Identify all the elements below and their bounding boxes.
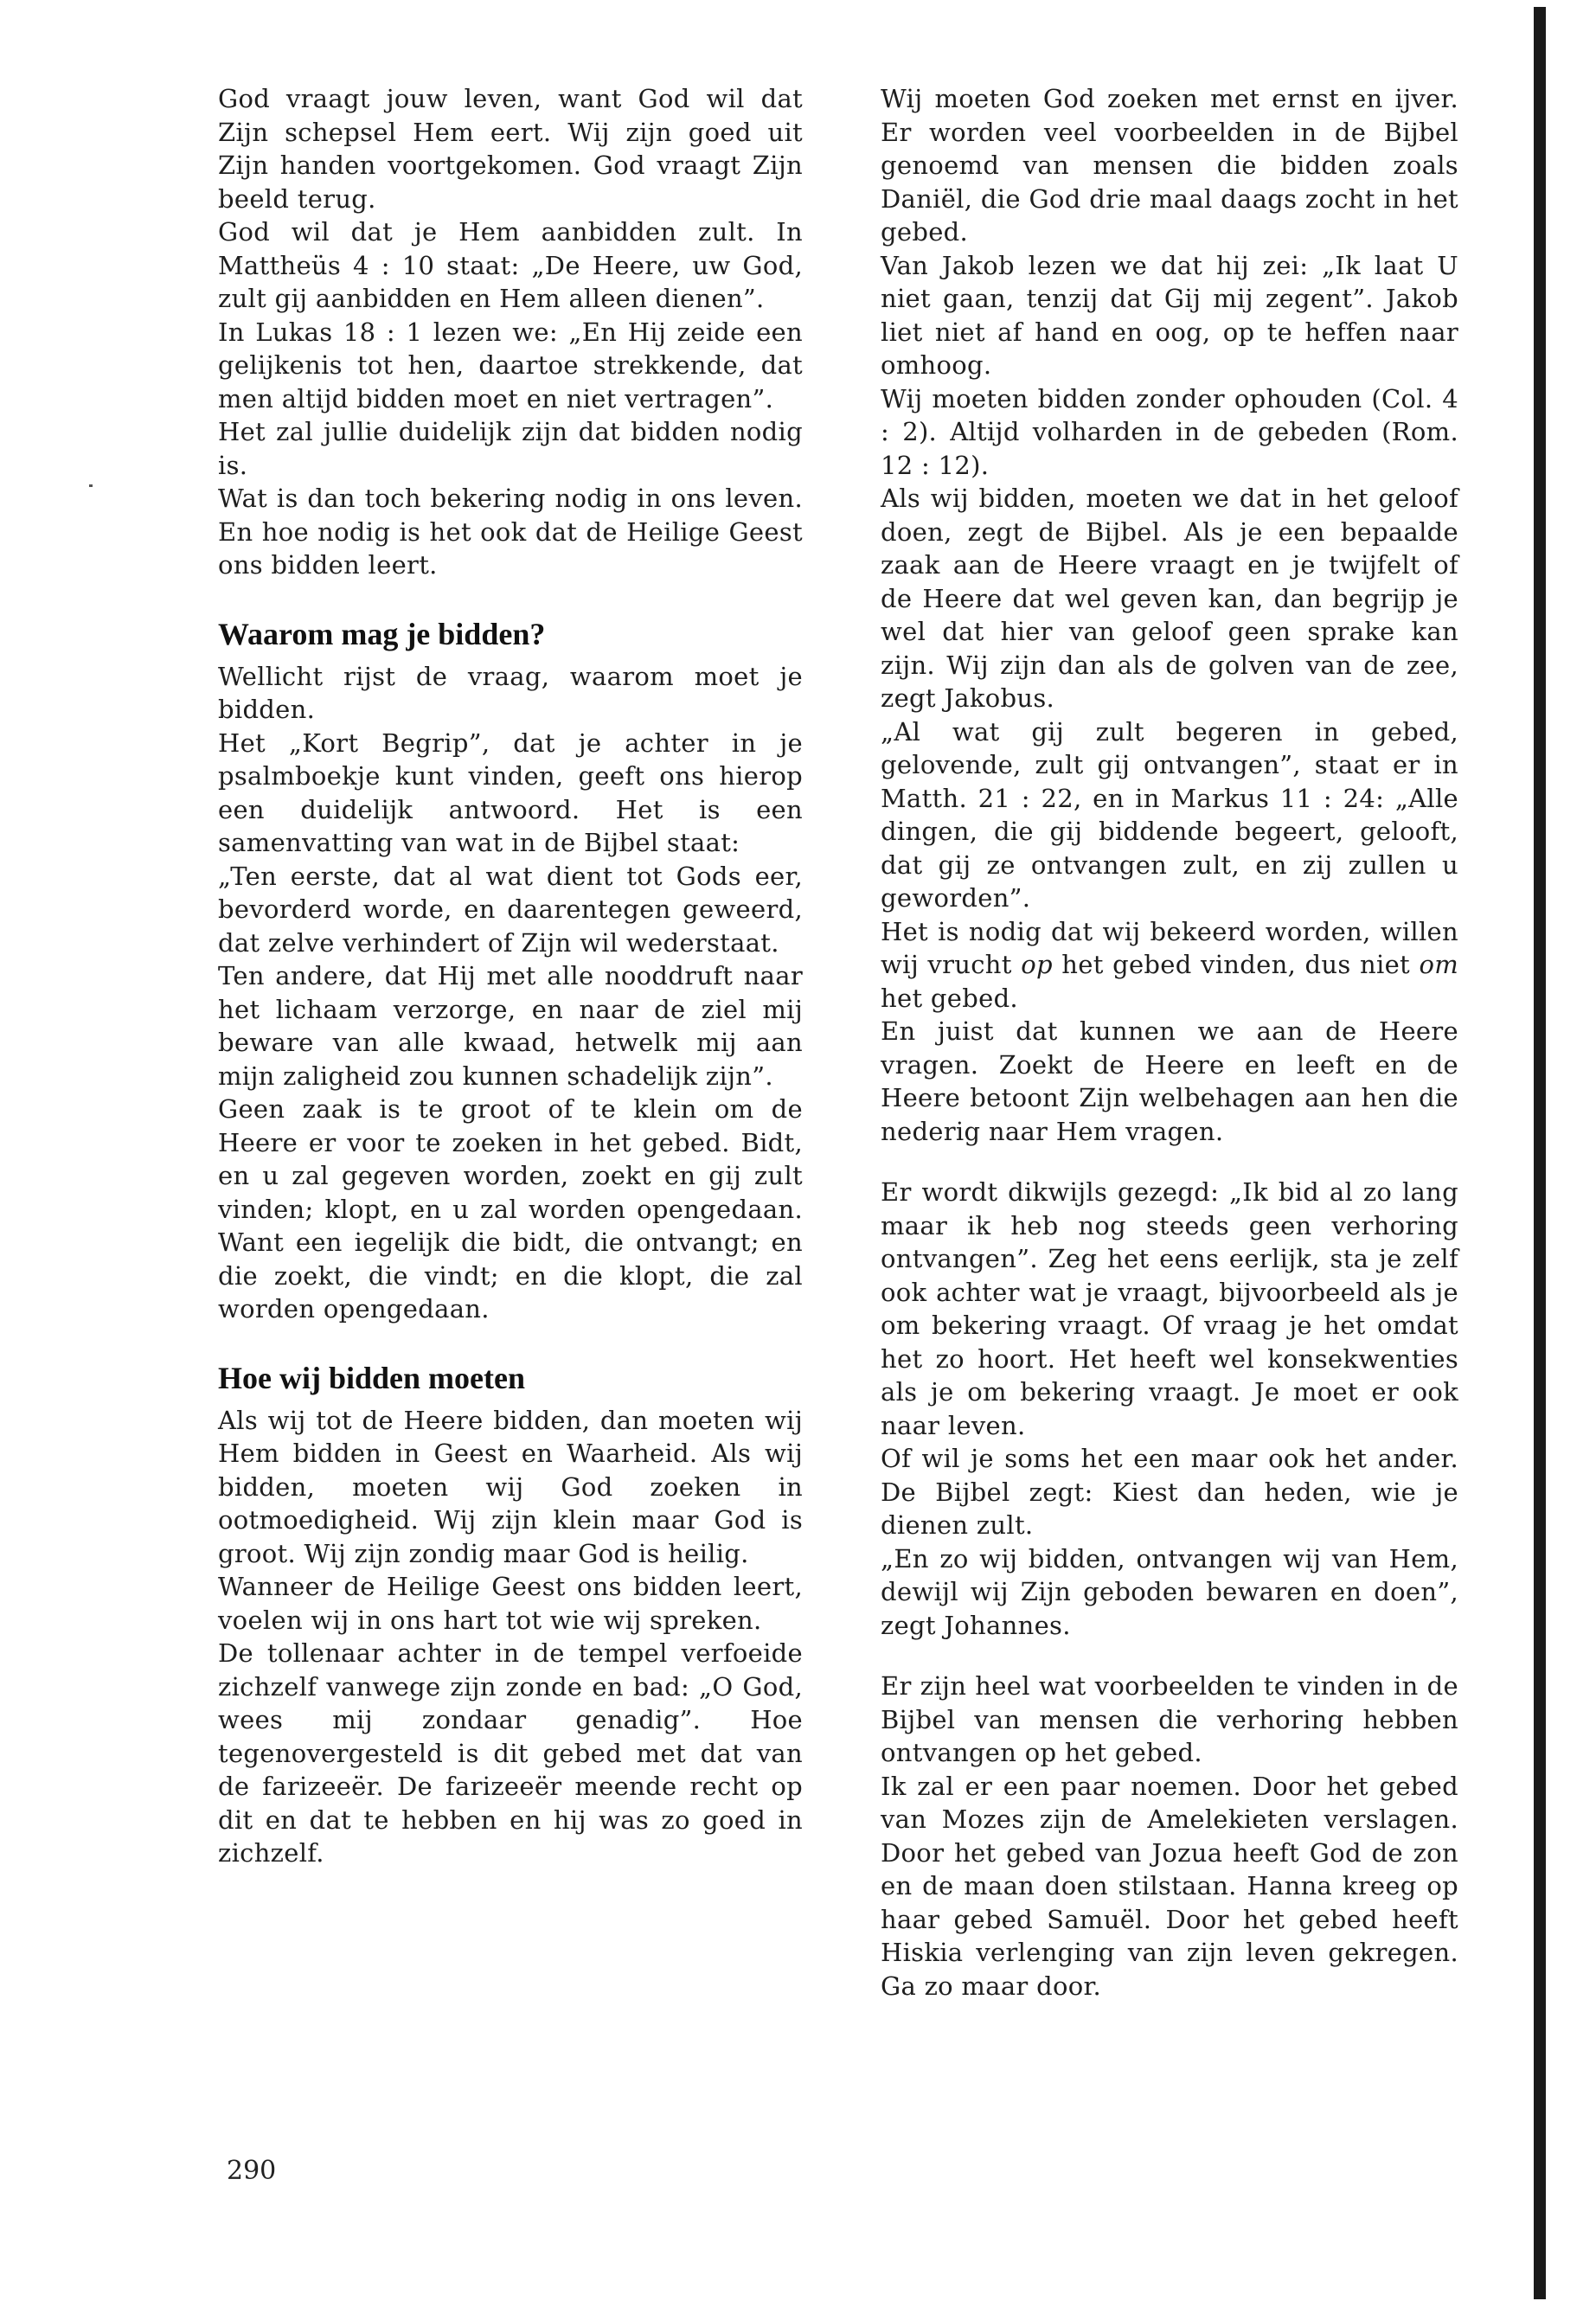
text-run: Het is nodig dat wij bekeerd worden, willen wij vrucht [881, 916, 1458, 979]
paragraph: God wil dat je Hem aanbidden zult. In Mattheüs 4 : 10 staat: „De Heere, uw God, zult gij aanbidden en Hem alleen dienen”. [218, 217, 803, 313]
paragraph: God vraagt jouw leven, want God wil dat Zijn schepsel Hem eert. Wij zijn goed uit Zijn handen voortgekomen. God vraagt Zijn beeld terug. [218, 84, 803, 214]
paragraph: De tollenaar achter in de tempel verfoeide zichzelf vanwege zijn zonde en bad: „O God, wees mij zondaar genadig”. Hoe tegenovergesteld is dit gebed met dat van de farizeeër. De farizeeër meende recht op dit en dat te hebben en hij was zo goed in zichzelf. [218, 1638, 803, 1868]
paragraph: Wanneer de Heilige Geest ons bidden leert, voelen wij in ons hart tot wie wij spreken. [218, 1572, 803, 1635]
paragraph: Wat is dan toch bekering nodig in ons leven. En hoe nodig is het ook dat de Heilige Geest ons bidden leert. [218, 484, 803, 580]
paragraph: Als wij bidden, moeten we dat in het geloof doen, zegt de Bijbel. Als je een bepaalde zaak aan de Heere vraagt en je twijfelt of de Heere dat wel geven kan, dan begrijp je wel dat hier van geloof geen sprake kan zijn. Wij zijn dan als de golven van de zee, zegt Jakobus. [881, 484, 1458, 713]
paragraph: „Al wat gij zult begeren in gebed, gelovende, zult gij ontvangen”, staat er in Matth. 21 : 22, en in Markus 11 : 24: „Alle dingen, die gij biddende begeert, gelooft, dat gij ze ontvangen zult, en zij zullen u geworden”. [881, 716, 1458, 913]
paragraph [881, 915, 1458, 1016]
paragraph: „Ten eerste, dat al wat dient tot Gods eer, bevorderd worde, en daarentegen geweerd, dat zelve verhindert of Zijn wil wederstaat. [218, 861, 803, 958]
paragraph: Wellicht rijst de vraag, waarom moet je bidden. [218, 661, 803, 724]
paragraph: „En zo wij bidden, ontvangen wij van Hem, dewijl wij Zijn geboden bewaren en doen”, zegt Johannes. [881, 1543, 1458, 1640]
right-column [881, 82, 1458, 2003]
section-heading-waarom: Waarom mag je bidden? [218, 616, 546, 651]
paragraph: Wij moeten God zoeken met ernst en ijver. Er worden veel voorbeelden in de Bijbel genoemd van mensen die bidden zoals Daniël, die God drie maal daags zocht in het gebed. [881, 84, 1458, 247]
paragraph: Ik zal er een paar noemen. Door het gebed van Mozes zijn de Amelekieten verslagen. Door het gebed van Jozua heeft God de zon en de maan doen stilstaan. Hanna kreeg op haar gebed Samuël. Door het gebed heeft Hiskia verlenging van zijn leven gekregen. Ga zo maar door. [881, 1771, 1458, 2001]
emphasis-op: op [1021, 950, 1053, 979]
paragraph: Wij moeten bidden zonder ophouden (Col. 4 : 2). Altijd volharden in de gebeden (Rom. 12 : 12). [881, 383, 1458, 480]
text-run: het gebed vinden, dus niet [1052, 950, 1420, 979]
left-column [218, 82, 803, 1870]
paragraph: Geen zaak is te groot of te klein om de Heere er voor te zoeken in het gebed. Bidt, en u zal gegeven worden, zoekt en gij zult vinden; klopt, en u zal worden opengedaan. Want een iegelijk die bidt, die ontvangt; en die zoekt, die vindt; en die klopt, die zal worden opengedaan. [218, 1094, 803, 1324]
emphasis-om: om [1419, 950, 1458, 979]
paragraph: Als wij tot de Heere bidden, dan moeten wij Hem bidden in Geest en Waarheid. Als wij bidden, moeten wij God zoeken in ootmoedigheid. Wij zijn klein maar God is groot. Wij zijn zondig maar God is heilig. [218, 1405, 803, 1568]
paragraph: Van Jakob lezen we dat hij zei: „Ik laat U niet gaan, tenzij dat Gij mij zegent”. Jakob liet niet af hand en oog, op te heffen naar omhoog. [881, 250, 1458, 380]
text-run: het gebed. [881, 983, 1018, 1013]
paragraph: Er zijn heel wat voorbeelden te vinden in de Bijbel van mensen die verhoring hebben ontvangen op het gebed. [881, 1671, 1458, 1767]
paragraph: Ten andere, dat Hij met alle nooddruft naar het lichaam verzorge, en naar de ziel mij beware van alle kwaad, hetwelk mij aan mijn zaligheid zou kunnen schadelijk zijn”. [218, 961, 803, 1091]
paragraph: Het „Kort Begrip”, dat je achter in je psalmboekje kunt vinden, geeft ons hierop een duidelijk antwoord. Het is een samenvatting van wat in de Bijbel staat: [218, 727, 803, 857]
paragraph: Er wordt dikwijls gezegd: „Ik bid al zo lang maar ik heb nog steeds geen verhoring ontvangen”. Zeg het eens eerlijk, sta je zelf ook achter wat je vraagt, bijvoorbeeld als je om bekering vraagt. Of vraag je het omdat het zo hoort. Het heeft wel konsekwenties als je om bekering vraagt. Je moet er ook naar leven. [881, 1177, 1458, 1440]
page-number: 290 [227, 2156, 277, 2186]
paragraph: Of wil je soms het een maar ook het ander. De Bijbel zegt: Kiest dan heden, wie je dienen zult. [881, 1444, 1458, 1540]
paragraph: In Lukas 18 : 1 lezen we: „En Hij zeide een gelijkenis tot hen, daartoe strekkende, dat men altijd bidden moet en niet vertragen”. [218, 317, 803, 413]
scan-speck [89, 484, 93, 487]
section-heading-hoe: Hoe wij bidden moeten [218, 1360, 525, 1395]
paragraph: Het zal jullie duidelijk zijn dat bidden nodig is. [218, 417, 803, 480]
page-edge-bar [1534, 7, 1546, 2299]
paragraph: En juist dat kunnen we aan de Heere vragen. Zoekt de Heere en leeft en de Heere betoont Zijn welbehagen aan hen die nederig naar Hem vragen. [881, 1016, 1458, 1146]
